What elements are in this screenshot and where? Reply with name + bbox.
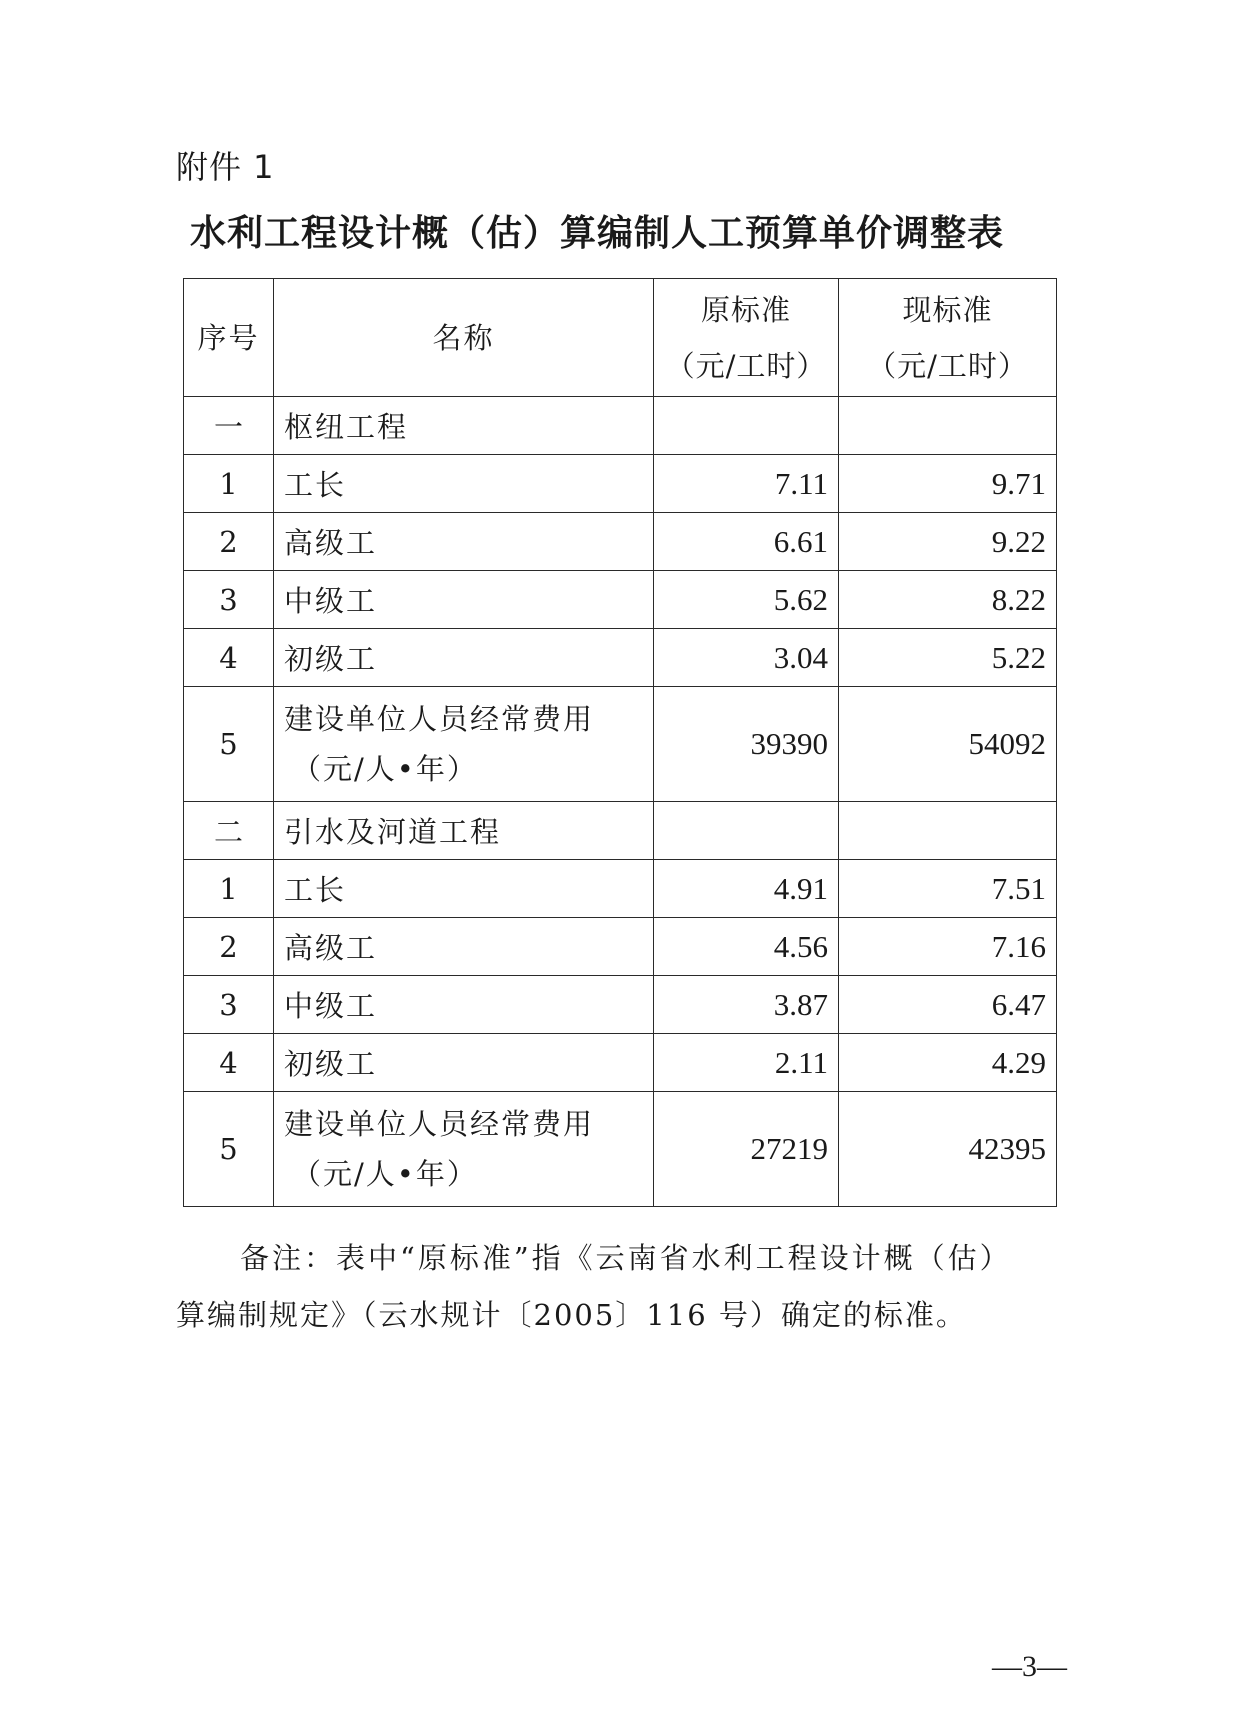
row-name: 高级工 (274, 918, 654, 976)
header-current-label: 现标准 (902, 292, 993, 327)
document-title: 水利工程设计概（估）算编制人工预算单价调整表 (190, 213, 1005, 254)
row-current-value: 9.22 (839, 513, 1057, 571)
header-original-unit: （元/工时） (665, 348, 827, 383)
row-name-unit: （元/人•年） (292, 1157, 478, 1191)
row-seq: 5 (184, 687, 274, 802)
table-row (184, 918, 1057, 976)
row-seq: 2 (184, 918, 274, 976)
row-name-unit: （元/人•年） (292, 752, 478, 786)
row-current-value: 9.71 (839, 455, 1057, 513)
row-original-value: 7.11 (654, 455, 839, 513)
footnote-line-2: 算编制规定》（云水规计〔2005〕116 号）确定的标准。 (176, 1298, 967, 1332)
row-name: 初级工 (274, 1034, 654, 1092)
row-name: 初级工 (274, 629, 654, 687)
row-seq: 4 (184, 1034, 274, 1092)
row-original-value: 5.62 (654, 571, 839, 629)
header-name: 名称 (274, 279, 654, 397)
table-row (184, 1034, 1057, 1092)
row-name-main: 建设单位人员经常费用 (284, 1107, 595, 1141)
row-name (274, 1092, 654, 1207)
page-number: —3— (992, 1650, 1067, 1683)
row-original-value: 27219 (654, 1092, 839, 1207)
row-seq: 5 (184, 1092, 274, 1207)
row-seq: 1 (184, 860, 274, 918)
row-current-value: 5.22 (839, 629, 1057, 687)
price-adjustment-table (183, 278, 1057, 1207)
empty-cell (839, 802, 1057, 860)
row-name: 工长 (274, 860, 654, 918)
header-original-standard (654, 279, 839, 397)
row-name: 工长 (274, 455, 654, 513)
empty-cell (839, 397, 1057, 455)
row-current-value: 7.51 (839, 860, 1057, 918)
row-current-value: 8.22 (839, 571, 1057, 629)
row-current-value: 6.47 (839, 976, 1057, 1034)
row-original-value: 4.91 (654, 860, 839, 918)
empty-cell (654, 397, 839, 455)
section-name: 枢纽工程 (274, 397, 654, 455)
header-original-label: 原标准 (700, 292, 791, 327)
section-seq: 一 (184, 397, 274, 455)
section-row (184, 802, 1057, 860)
footnote (176, 1230, 1066, 1344)
section-name: 引水及河道工程 (274, 802, 654, 860)
table-row (184, 687, 1057, 802)
row-name-main: 建设单位人员经常费用 (284, 702, 595, 736)
row-original-value: 3.87 (654, 976, 839, 1034)
table-row (184, 860, 1057, 918)
header-current-unit: （元/工时） (867, 348, 1028, 383)
row-seq: 3 (184, 976, 274, 1034)
table-row (184, 976, 1057, 1034)
header-current-standard (839, 279, 1057, 397)
row-name: 高级工 (274, 513, 654, 571)
empty-cell (654, 802, 839, 860)
row-seq: 4 (184, 629, 274, 687)
section-seq: 二 (184, 802, 274, 860)
row-original-value: 6.61 (654, 513, 839, 571)
row-original-value: 4.56 (654, 918, 839, 976)
row-current-value: 7.16 (839, 918, 1057, 976)
section-row (184, 397, 1057, 455)
attachment-label: 附件 1 (176, 148, 275, 186)
row-original-value: 3.04 (654, 629, 839, 687)
row-name: 中级工 (274, 571, 654, 629)
row-seq: 1 (184, 455, 274, 513)
row-name: 中级工 (274, 976, 654, 1034)
table-row (184, 455, 1057, 513)
table-header-row (184, 279, 1057, 397)
table-row (184, 629, 1057, 687)
header-seq: 序号 (184, 279, 274, 397)
table-row (184, 513, 1057, 571)
row-current-value: 54092 (839, 687, 1057, 802)
table-row (184, 1092, 1057, 1207)
row-original-value: 39390 (654, 687, 839, 802)
table-row (184, 571, 1057, 629)
row-name (274, 687, 654, 802)
footnote-line-1: 备注：表中“原标准”指《云南省水利工程设计概（估） (240, 1241, 1012, 1275)
row-seq: 3 (184, 571, 274, 629)
row-current-value: 42395 (839, 1092, 1057, 1207)
row-seq: 2 (184, 513, 274, 571)
row-current-value: 4.29 (839, 1034, 1057, 1092)
row-original-value: 2.11 (654, 1034, 839, 1092)
